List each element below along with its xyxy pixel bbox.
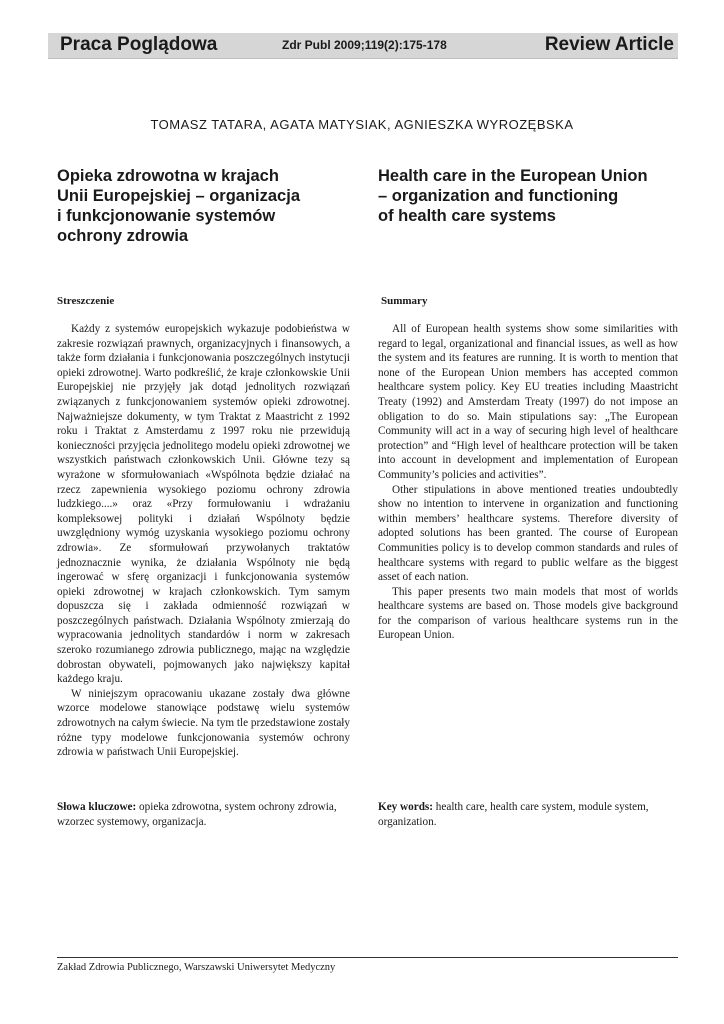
- title-pl-line: ochrony zdrowia: [57, 227, 189, 245]
- title-en-line: of health care systems: [378, 207, 556, 225]
- title-pl-line: i funkcjonowanie systemów: [57, 207, 276, 225]
- abstract-en-paragraph: All of European health systems show some similarities with regard to legal, organizational and financial issues, as well as how the system and its features are running. It is worth to mention that none of the European Union members has accepted common healthcare system policy. Key EU treaties including Maastricht Treaty (1992) and Amsterdam Treaty (1997) do not impose an obligation to do so. Main stipulations say: „The European Community will act in a way of securing high level of healthcare protection” and “High level of healthcare protection will be taken into account in development and implementation of European Community’s policies and activities”.: [378, 323, 678, 481]
- authors-line: TOMASZ TATARA, AGATA MATYSIAK, AGNIESZKA WYROZĘBSKA: [150, 117, 574, 132]
- abstract-en-paragraph: This paper presents two main models that most of worlds healthcare systems are based on. Those models give background for the comparison of various healthcare systems run in the European Union.: [378, 585, 678, 642]
- article-type-en: Review Article: [544, 34, 674, 55]
- article-type-pl: Praca Poglądowa: [60, 34, 218, 55]
- title-en-line: Health care in the European Union: [378, 167, 648, 185]
- title-pl-line: Unii Europejskiej – organizacja: [57, 187, 300, 205]
- keywords-en-text: health care, health care system, module system, organization.: [378, 801, 649, 828]
- keywords-english: [378, 800, 683, 829]
- keywords-pl-text: opieka zdrowotna, system ochrony zdrowia, wzorzec systemowy, organizacja.: [57, 801, 337, 828]
- abstract-english: [378, 322, 678, 643]
- journal-citation: Zdr Publ 2009;119(2):175-178: [282, 38, 447, 52]
- keywords-polish: [57, 800, 357, 829]
- keywords-en-label: Key words:: [378, 801, 433, 813]
- title-polish: [57, 166, 347, 246]
- title-pl-line: Opieka zdrowotna w krajach: [57, 167, 279, 185]
- abstract-pl-paragraph: Każdy z systemów europejskich wykazuje podobieństwa w zakresie rozwiązań prawnych, organizacyjnych i finansowych, a także form działania i funkcjonowania poszczególnych instytucji opieki zdrowotnej. Warto podkreślić, że kraje członkowskie Unii Europejskiej nie przyjęły jak dotąd jednolitych rozwiązań związanych z funkcjonowaniem systemów opieki zdrowotnej. Najważniejsze dokumenty, w tym Traktat z Maastricht z 1992 roku i Traktat z Amsterdamu z 1997 roku nie przewidują konieczności przyjęcia jednolitego modelu opieki zdrowotnej we wszystkich państwach członkowskich Unii. Główne tezy są wyrażone w sformułowaniach «Wspólnota będzie działać na rzecz zapewnienia wysokiego poziomu ochrony zdrowia ludzkiego....» oraz «Przy formułowaniu i wdrażaniu kompleksowej polityki i działań Wspólnoty będzie uwzględniony wymóg uzyskania wysokiego poziomu ochrony zdrowia». Ze sformułowań przywołanych traktatów jednoznacznie wynika, że działania Wspólnoty nie będą ingerować w sferę organizacji i funkcjonowania systemów opieki zdrowotnej w krajach członkowskich. Tym samym dopuszcza się i zakłada odmienność rozwiązań w poszczególnych państwach. Działania Wspólnoty zmierzają do wypracowania jednolitych standardów i norm w zakresach szeroko rozumianego zdrowia publicznego, mając na względzie dobrostan obywateli, pojmowanych jako największy kapitał każdego kraju.: [57, 323, 350, 686]
- affiliation-footer: Zakład Zdrowia Publicznego, Warszawski Uniwersytet Medyczny: [57, 962, 336, 973]
- abstract-polish: [57, 322, 350, 760]
- abstract-en-paragraph: Other stipulations in above mentioned treaties undoubtedly show no intention to intervene in organization and functioning within members’ healthcare systems. Therefore diversity of adopted solutions has been granted. The course of European Communities policy is to develop common standards and rules of healthcare systems with regard to public welfare as the biggest asset of each nation.: [378, 483, 678, 584]
- abstract-pl-paragraph: W niniejszym opracowaniu ukazane zostały dwa główne wzorce modelowe stanowiące podstawę wielu systemów zdrowotnych na całym świecie. Na tym tle przedstawione zostały różne typy modelowe funkcjonowania systemów ochrony zdrowia w państwach Unii Europejskiej.: [57, 687, 350, 759]
- footer-divider: [57, 957, 678, 958]
- section-heading-streszczenie: Streszczenie: [57, 295, 115, 307]
- title-en-line: – organization and functioning: [378, 187, 619, 205]
- title-english: [378, 166, 678, 226]
- keywords-pl-label: Słowa kluczowe:: [57, 801, 137, 813]
- section-heading-summary: Summary: [381, 295, 428, 307]
- journal-header-bar: [48, 33, 678, 59]
